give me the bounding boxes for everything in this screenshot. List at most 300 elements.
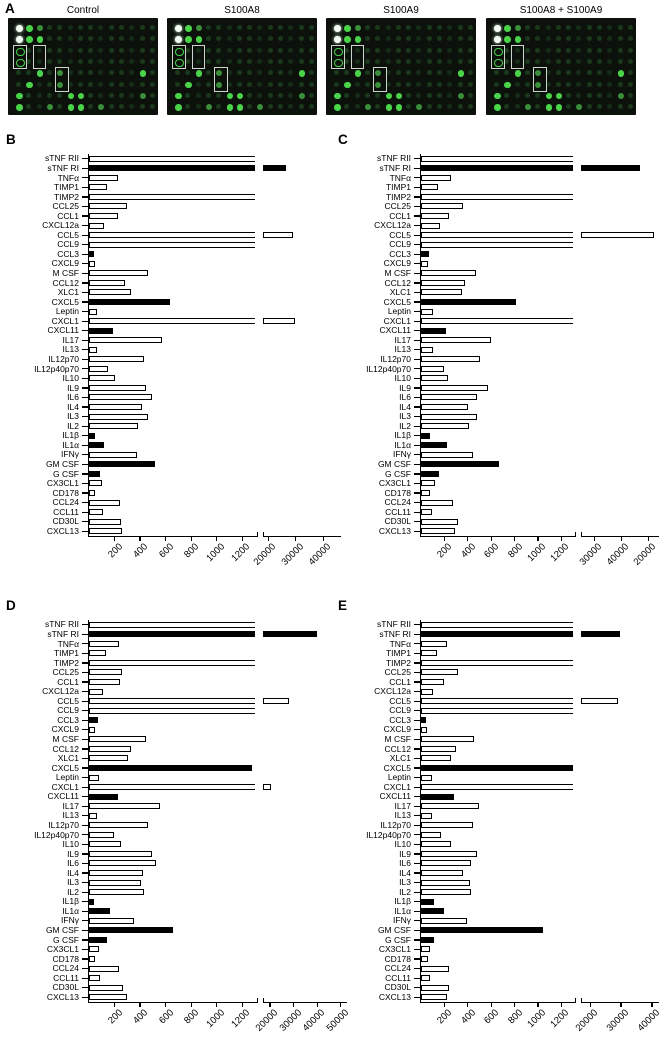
array-spot-bright [185, 36, 192, 43]
bar-IL13 [421, 813, 432, 819]
array-spot [98, 36, 103, 41]
array-spot [576, 70, 581, 75]
x-tick [467, 537, 468, 541]
highlight-box [55, 67, 69, 92]
category-label: TNFα [57, 638, 79, 649]
bar-TNFα [89, 175, 118, 181]
category-label: GM CSF [45, 925, 79, 935]
array-spot [47, 25, 52, 30]
array-spot [525, 70, 530, 75]
category-label: CCL12 [384, 277, 411, 288]
x-tick [242, 1003, 243, 1007]
category-label: IL1β [62, 896, 79, 907]
array-spot [416, 25, 421, 30]
array-spot [78, 36, 83, 41]
category-label: TIMP1 [53, 648, 79, 659]
array-spot [535, 36, 540, 41]
array-spot [247, 36, 252, 41]
array-spot [309, 70, 314, 75]
array-spot [618, 25, 623, 30]
array-spot [257, 82, 262, 87]
y-tick [414, 368, 420, 369]
array-spot [566, 36, 571, 41]
category-label: CCL11 [385, 506, 411, 517]
array-spot [386, 25, 391, 30]
category-label: CXCL9 [51, 258, 79, 269]
y-tick [414, 416, 420, 417]
array-spot [504, 70, 509, 75]
microarray-image [8, 18, 158, 115]
array-spot [150, 59, 155, 64]
y-tick [414, 949, 420, 950]
array-spot [98, 70, 103, 75]
microarray-panel [486, 4, 636, 115]
array-spot-bright [227, 93, 234, 100]
y-tick [82, 473, 88, 474]
bar-CXCL11 [421, 794, 454, 800]
array-spot [375, 59, 380, 64]
category-label: CD30L [384, 982, 411, 993]
array-spot [618, 36, 623, 41]
highlight-box [373, 67, 387, 92]
array-spot [78, 25, 83, 30]
bar-IL12p70 [89, 356, 144, 362]
y-tick [82, 349, 88, 350]
array-spot [607, 70, 612, 75]
highlight-box [351, 45, 365, 70]
array-spot [185, 104, 190, 109]
category-label: CD30L [384, 516, 411, 527]
category-label: TIMP1 [53, 182, 79, 193]
y-tick [82, 521, 88, 522]
bar-CXCL11 [89, 328, 113, 334]
array-spot [628, 59, 633, 64]
bar-IL12p40p70 [89, 832, 114, 838]
bar-CCL24 [421, 966, 449, 972]
category-label: IL4 [67, 401, 79, 412]
array-spot [216, 104, 221, 109]
y-tick [82, 196, 88, 197]
array-spot [566, 70, 571, 75]
array-spot [278, 104, 283, 109]
array-spot [278, 48, 283, 53]
array-spot [268, 104, 273, 109]
category-label: CXCL1 [51, 315, 79, 326]
x-tick-label: 1000 [204, 541, 227, 565]
y-tick [82, 321, 88, 322]
category-label: GM CSF [45, 459, 79, 469]
bar-continuation-sTNF-RI [581, 165, 640, 171]
bar-IL9 [421, 385, 488, 391]
category-label: IL13 [62, 344, 79, 355]
category-label: CXCL11 [379, 325, 411, 336]
x-tick-label: 50000 [324, 1007, 351, 1034]
array-spot [556, 59, 561, 64]
x-tick-label: 1200 [229, 541, 253, 565]
x-tick [191, 1003, 192, 1007]
y-tick [414, 502, 420, 503]
bar-CCL11 [89, 509, 103, 515]
x-tick-label: 20000 [573, 1007, 601, 1034]
array-spot [458, 104, 463, 109]
y-tick [414, 464, 420, 465]
array-spot-bright [494, 93, 501, 100]
array-spot [206, 48, 211, 53]
array-spot [607, 104, 612, 109]
array-spot [437, 48, 442, 53]
y-tick [82, 901, 88, 902]
x-tick [648, 537, 649, 541]
array-spot [309, 59, 314, 64]
y-tick [82, 273, 88, 274]
array-title: S100A8 [224, 5, 260, 16]
array-spot-bright [175, 93, 182, 100]
category-label: sTNF RII [45, 153, 79, 164]
highlight-box [511, 45, 525, 70]
array-spot [57, 48, 62, 53]
array-spot [268, 93, 273, 98]
bar-CXCL12a [89, 689, 103, 695]
axis-break-left [575, 532, 576, 537]
array-spot [607, 82, 612, 87]
y-tick [414, 292, 420, 293]
array-spot [47, 36, 52, 41]
array-spot-bright [494, 25, 501, 32]
y-tick [82, 872, 88, 873]
array-spot-bright [237, 104, 244, 111]
array-spot [299, 104, 304, 109]
array-spot [299, 82, 304, 87]
array-spot [365, 70, 370, 75]
array-spot-bright [334, 36, 341, 43]
y-tick [82, 168, 88, 169]
array-spot [458, 48, 463, 53]
array-spot-bright [98, 104, 104, 110]
bar-XLC1 [421, 755, 451, 761]
array-spot [140, 59, 145, 64]
microarray-image [167, 18, 317, 115]
y-tick [414, 930, 420, 931]
array-spot [216, 25, 221, 30]
y-tick [82, 844, 88, 845]
bar-IL2 [421, 889, 471, 895]
y-tick [82, 406, 88, 407]
array-spot [16, 82, 21, 87]
bar-IL1β [421, 433, 430, 439]
x-tick [514, 537, 515, 541]
array-spot [396, 36, 401, 41]
plot-area [88, 154, 343, 568]
category-label: IL6 [67, 858, 79, 869]
array-spot [37, 82, 42, 87]
category-label: IL9 [399, 382, 411, 393]
bar-IL6 [421, 394, 477, 400]
array-spot [597, 59, 602, 64]
category-label: TIMP2 [53, 657, 79, 668]
array-spot [406, 93, 411, 98]
array-spot [47, 59, 52, 64]
y-tick [82, 978, 88, 979]
bar-sTNF-RII [89, 622, 255, 628]
category-label: M CSF [384, 734, 411, 744]
array-spot [468, 25, 473, 30]
array-spot [68, 25, 73, 30]
category-label: CXCL12a [374, 686, 411, 697]
panel-letter: D [6, 598, 16, 613]
array-spot-bright [140, 93, 146, 99]
array-spot [437, 70, 442, 75]
category-label: G CSF [53, 468, 79, 479]
array-spot [566, 59, 571, 64]
y-tick [414, 624, 420, 625]
y-tick [414, 512, 420, 513]
array-spot [406, 48, 411, 53]
bar-sTNF-RII [421, 156, 573, 162]
bar-CXCL1 [89, 784, 255, 790]
array-spot [88, 25, 93, 30]
bar-CCL1 [89, 213, 118, 219]
category-label: CXCL13 [378, 525, 411, 536]
array-spot-bright [504, 82, 511, 89]
y-tick [414, 483, 420, 484]
array-spot [247, 25, 252, 30]
bar-IFNγ [89, 918, 134, 924]
array-spot [140, 36, 145, 41]
y-tick [414, 681, 420, 682]
array-spot-bright [78, 104, 85, 111]
y-tick [82, 311, 88, 312]
x-tick [114, 537, 115, 541]
bar-TNFα [421, 641, 447, 647]
category-label: CXCL5 [383, 296, 411, 307]
category-label: CX3CL1 [378, 478, 411, 489]
array-spot [98, 82, 103, 87]
array-spot-bright [16, 104, 23, 111]
array-spot [504, 93, 509, 98]
bar-CXCL13 [421, 994, 447, 1000]
array-spot-bright [299, 70, 306, 77]
category-label: CXCL12a [42, 220, 79, 231]
array-spot [546, 25, 551, 30]
bar-CXCL9 [421, 727, 427, 733]
category-label: TIMP2 [53, 191, 79, 202]
array-spot [257, 70, 262, 75]
array-spot [365, 25, 370, 30]
array-spot [535, 48, 540, 53]
array-spot [227, 48, 232, 53]
chart-panel-B [4, 132, 346, 595]
microarray-image [486, 18, 636, 115]
y-tick [82, 454, 88, 455]
category-label: TIMP2 [385, 191, 411, 202]
bar-CCL5 [89, 232, 255, 238]
bar-CXCL5 [421, 765, 573, 771]
x-tick [561, 537, 562, 541]
y-tick [414, 662, 420, 663]
array-spot [504, 59, 509, 64]
plot-area [420, 154, 661, 568]
y-tick [414, 282, 420, 283]
array-title: S100A8 + S100A9 [519, 5, 603, 16]
y-tick [414, 177, 420, 178]
category-label: CD30L [52, 982, 79, 993]
array-spot [129, 25, 134, 30]
bar-G-CSF [421, 937, 434, 943]
category-label: CCL25 [384, 201, 411, 212]
array-spot [355, 93, 360, 98]
bar-TIMP2 [421, 660, 573, 666]
bar-IL12p40p70 [421, 832, 441, 838]
category-label: CXCL9 [383, 258, 411, 269]
y-tick [82, 177, 88, 178]
array-spot [344, 93, 349, 98]
bar-CCL24 [421, 500, 453, 506]
category-label: IL13 [394, 344, 411, 355]
array-spot [597, 93, 602, 98]
array-spot [597, 25, 602, 30]
array-spot [556, 48, 561, 53]
array-spot [278, 36, 283, 41]
array-spot-bright [185, 25, 192, 32]
category-label: IL1β [394, 430, 411, 441]
x-tick [216, 537, 217, 541]
bar-Leptin [89, 309, 97, 315]
array-spot-bright [556, 93, 563, 100]
bar-CXCL5 [89, 299, 170, 305]
array-spot-bright [458, 70, 465, 77]
category-label: CXCL9 [51, 724, 79, 735]
bar-Leptin [421, 309, 433, 315]
category-label: IL12p40p70 [34, 363, 79, 374]
x-tick [594, 537, 595, 541]
array-spot [98, 93, 103, 98]
x-tick [467, 1003, 468, 1007]
x-tick [139, 537, 140, 541]
bar-IL1β [89, 899, 94, 905]
y-tick [414, 215, 420, 216]
array-spot [468, 93, 473, 98]
y-tick [414, 311, 420, 312]
array-spot [566, 104, 571, 109]
array-spot-bright [68, 93, 75, 100]
category-label: CD178 [384, 953, 411, 964]
array-spot-bright [299, 93, 305, 99]
bar-IL13 [89, 347, 97, 353]
array-spot [618, 59, 623, 64]
category-label: CCL1 [389, 676, 411, 687]
array-spot [109, 48, 114, 53]
array-spot-bright [344, 82, 351, 89]
category-label: IL3 [399, 411, 411, 422]
x-tick [620, 1003, 621, 1007]
x-tick-label: 40000 [635, 1007, 662, 1034]
array-spot [344, 59, 349, 64]
array-spot [504, 48, 509, 53]
x-tick [590, 1003, 591, 1007]
y-tick [82, 920, 88, 921]
array-spot [247, 48, 252, 53]
y-tick [414, 672, 420, 673]
array-spot [437, 93, 442, 98]
y-tick [414, 301, 420, 302]
array-spot [447, 36, 452, 41]
y-tick [414, 653, 420, 654]
highlight-box [33, 45, 47, 70]
category-label: Leptin [387, 306, 411, 317]
category-label: CCL5 [57, 695, 79, 706]
array-spot [227, 36, 232, 41]
x-tick [323, 537, 324, 541]
array-spot [88, 82, 93, 87]
chart-panel-E [336, 598, 664, 1061]
chart-panel-D [4, 598, 352, 1061]
array-spot [607, 59, 612, 64]
array-spot-bright [618, 70, 625, 77]
array-spot [566, 82, 571, 87]
array-spot [57, 25, 62, 30]
category-label: CCL9 [389, 705, 411, 716]
category-label: CCL9 [389, 239, 411, 250]
array-spot [268, 25, 273, 30]
array-spot [175, 70, 180, 75]
category-label: CD30L [52, 516, 79, 527]
y-tick [414, 691, 420, 692]
y-tick [82, 254, 88, 255]
array-spot [375, 36, 380, 41]
category-label: CD178 [384, 487, 411, 498]
array-spot [109, 93, 114, 98]
array-spot-bright [196, 70, 203, 77]
category-label: XLC1 [57, 753, 79, 764]
array-spot [525, 36, 530, 41]
microarray-panel [326, 4, 476, 115]
x-tick-label: 40000 [604, 541, 632, 568]
category-label: CCL3 [389, 714, 411, 725]
bar-XLC1 [89, 289, 131, 295]
y-tick [414, 254, 420, 255]
category-label: CD178 [52, 487, 79, 498]
category-label: IL6 [399, 858, 411, 869]
microarray-panel [8, 4, 158, 115]
category-label: IL13 [394, 810, 411, 821]
array-spot [535, 104, 540, 109]
bar-TNFα [89, 641, 119, 647]
array-spot [216, 36, 221, 41]
array-spot-bright [396, 104, 403, 111]
array-spot-bright [344, 36, 351, 43]
array-spot [458, 25, 463, 30]
category-label: IL3 [67, 411, 79, 422]
category-label: CXCL11 [379, 791, 411, 802]
array-spot [309, 25, 314, 30]
y-tick [82, 815, 88, 816]
x-tick-label: 20000 [252, 541, 279, 568]
array-spot [535, 59, 540, 64]
y-tick [82, 681, 88, 682]
array-spot [47, 48, 52, 53]
category-label: IL13 [62, 810, 79, 821]
bar-CCL5 [89, 698, 255, 704]
array-spot [458, 36, 463, 41]
array-spot [396, 70, 401, 75]
array-spot [628, 36, 633, 41]
array-spot [375, 104, 380, 109]
array-spot [78, 48, 83, 53]
bar-G-CSF [89, 937, 107, 943]
array-spot [185, 70, 190, 75]
array-spot [68, 59, 73, 64]
category-label: IL1α [394, 905, 411, 916]
